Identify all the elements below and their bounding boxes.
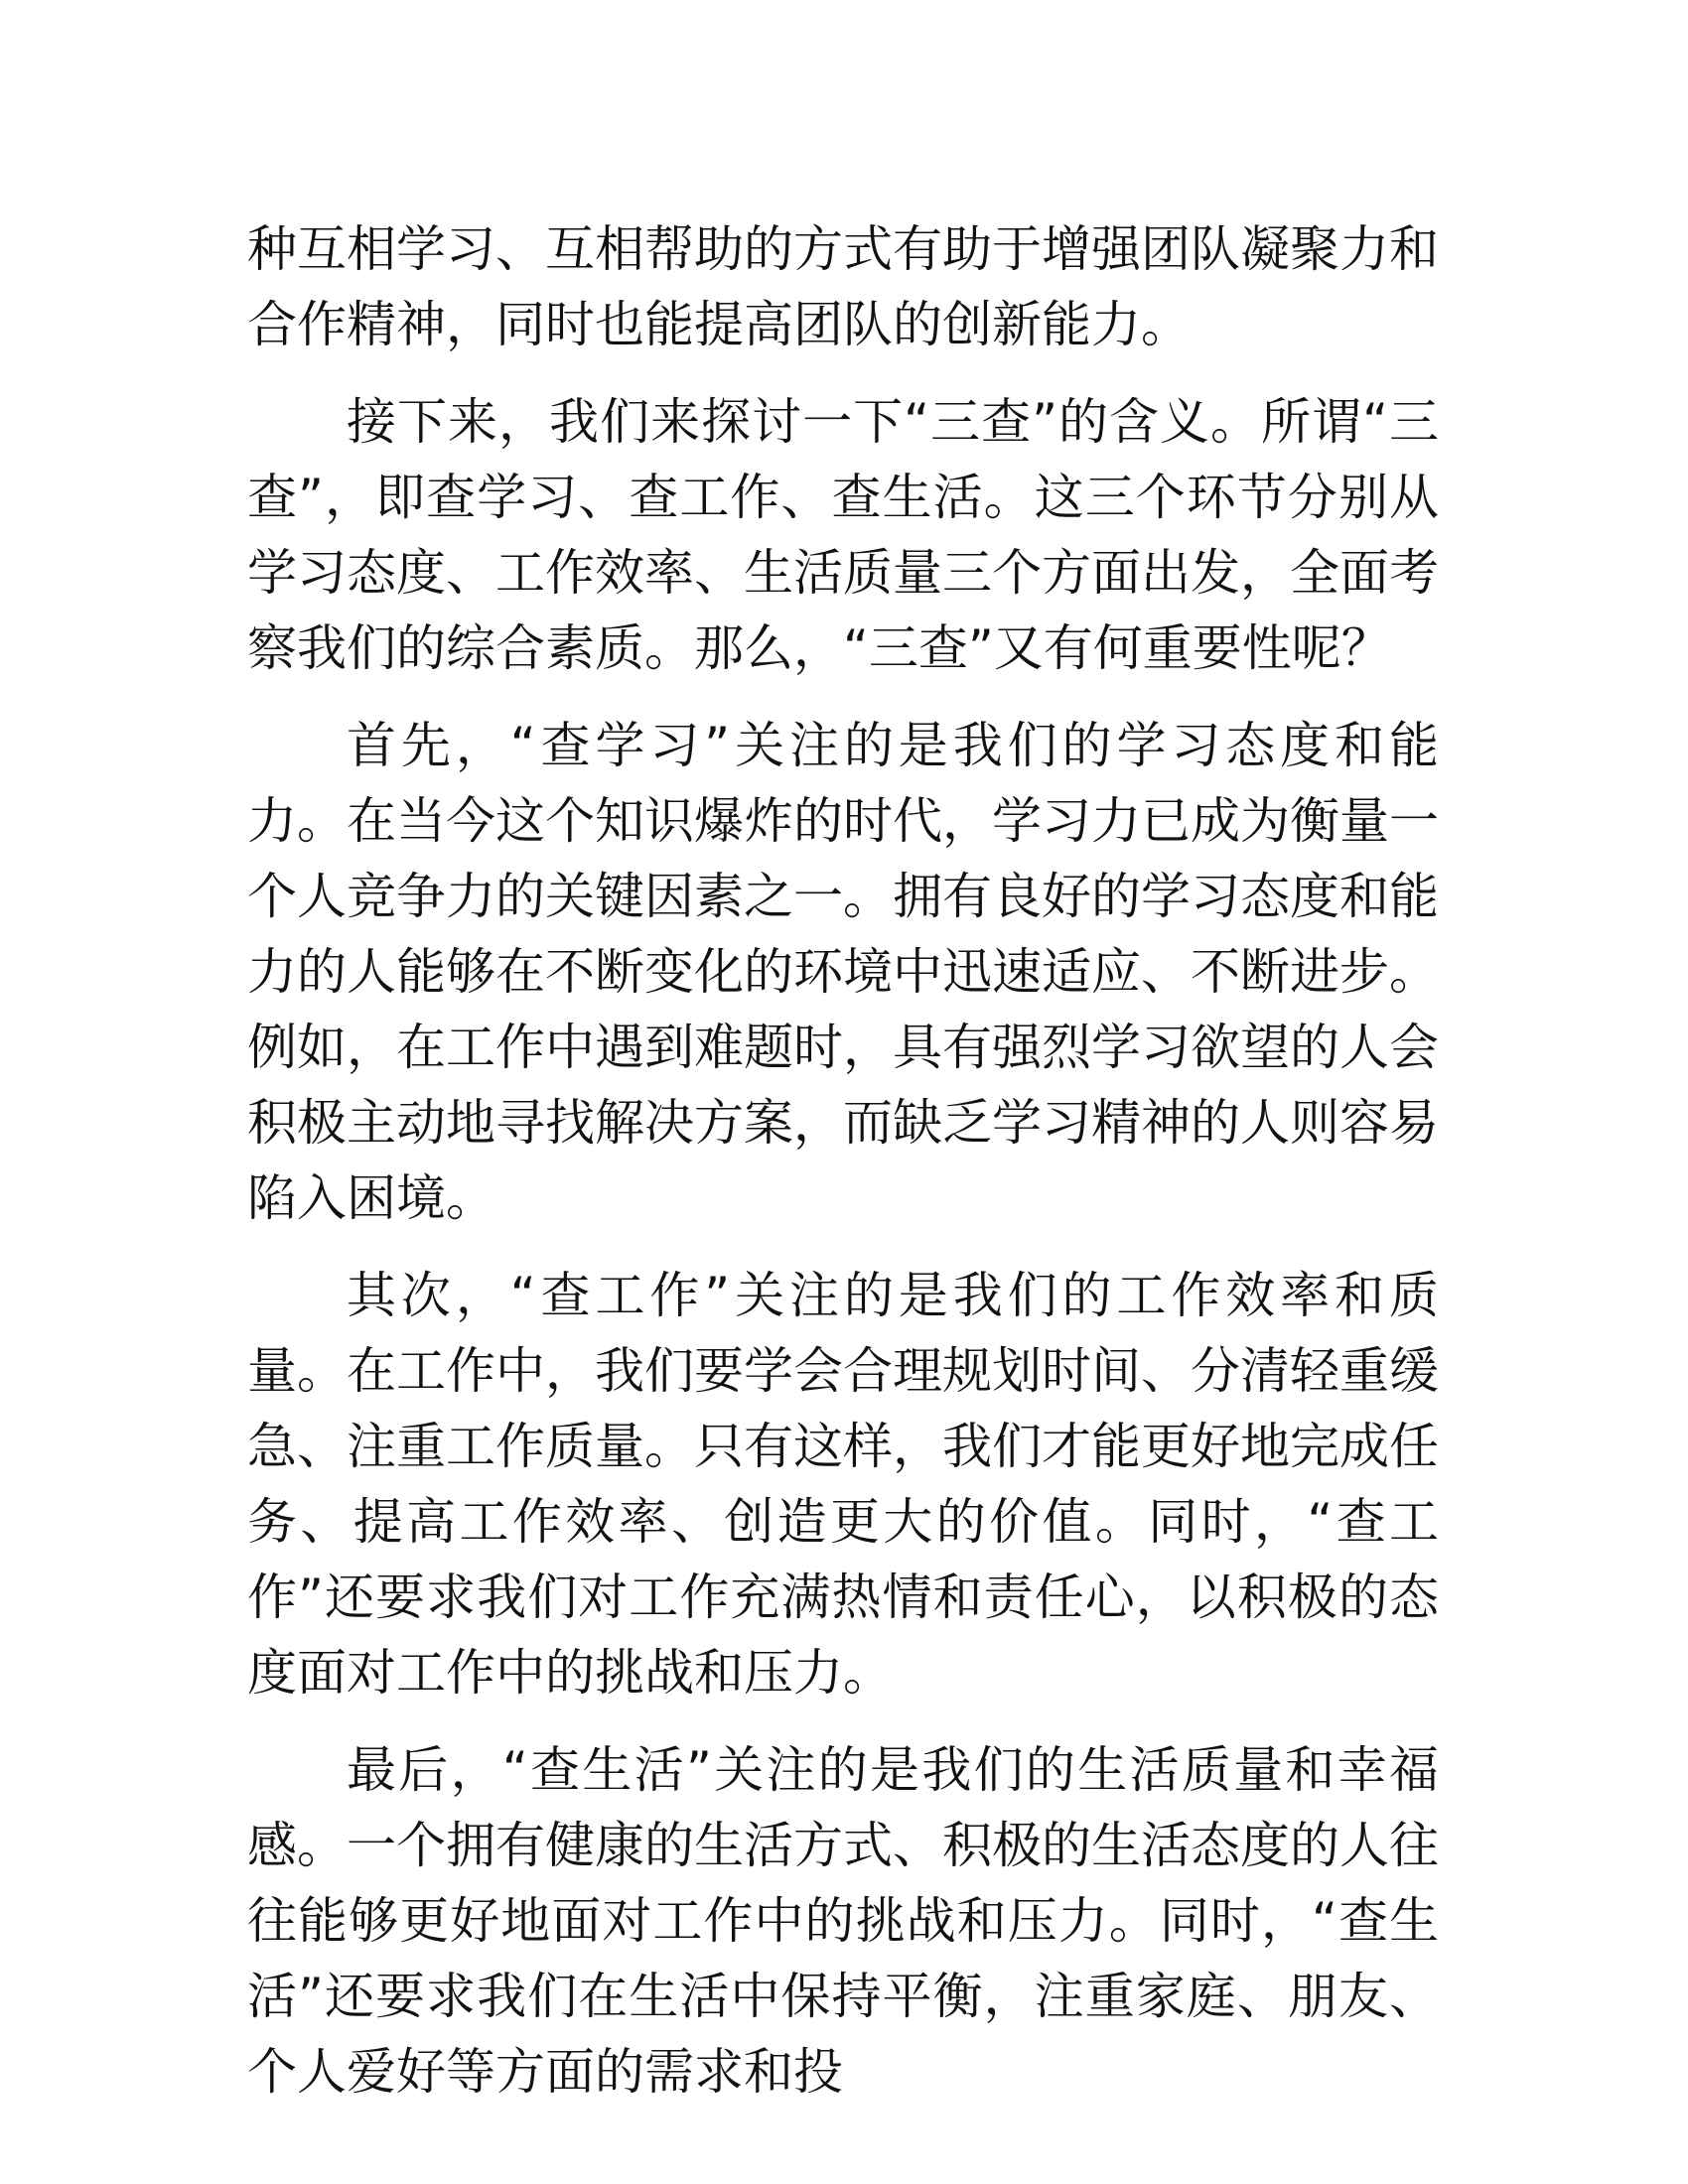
paragraph-check-work: 其次，“查工作”关注的是我们的工作效率和质量。在工作中，我们要学会合理规划时间、分清轻重缓急、注重工作质量。只有这样，我们才能更好地完成任务、提高工作效率、创造更大的价值。同时，“查工作”还要求我们对工作充满热情和责任心，以积极的态度面对工作中的挑战和压力。: [247, 1267, 1439, 1702]
paragraph-meaning-of-three-checks: 接下来，我们来探讨一下“三查”的含义。所谓“三查”，即查学习、查工作、查生活。这三个环节分别从学习态度、工作效率、生活质量三个方面出发，全面考察我们的综合素质。那么，“三查”又有何重要性呢？: [247, 393, 1439, 677]
paragraph-continued: 种互相学习、互相帮助的方式有助于增强团队凝聚力和合作精神，同时也能提高团队的创新能力。: [247, 220, 1439, 353]
paragraph-check-study: 首先，“查学习”关注的是我们的学习态度和能力。在当今这个知识爆炸的时代，学习力已成为衡量一个人竞争力的关键因素之一。拥有良好的学习态度和能力的人能够在不断变化的环境中迅速适应、不断进步。例如，在工作中遇到难题时，具有强烈学习欲望的人会积极主动地寻找解决方案，而缺乏学习精神的人则容易陷入困境。: [247, 717, 1439, 1227]
paragraph-check-life: 最后，“查生活”关注的是我们的生活质量和幸福感。一个拥有健康的生活方式、积极的生活态度的人往往能够更好地面对工作中的挑战和压力。同时，“查生活”还要求我们在生活中保持平衡，注重家庭、朋友、个人爱好等方面的需求和投: [247, 1741, 1439, 2101]
body-text: [247, 211, 1439, 2131]
